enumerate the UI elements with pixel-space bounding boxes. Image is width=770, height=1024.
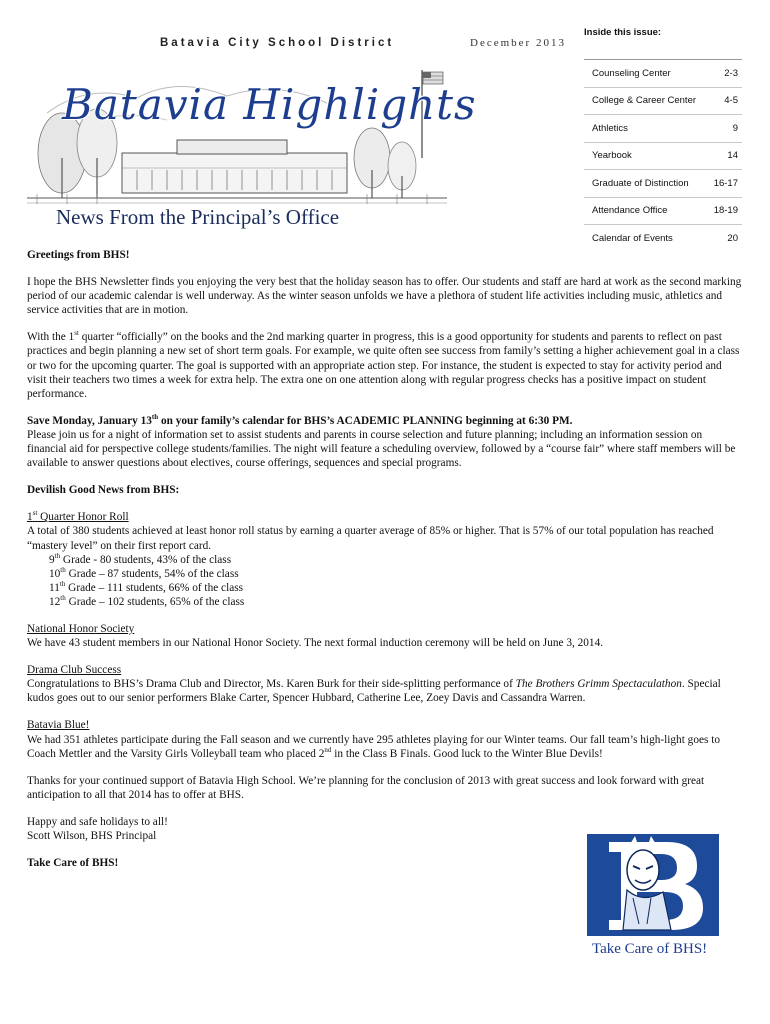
text-run: With the 1 [27,331,75,344]
drama-section [27,663,742,705]
toc-item [584,198,742,226]
logo-caption: Take Care of BHS! [592,941,708,957]
issue-date: December 2013 [470,37,566,49]
text-run: Grade – 87 students, 54% of the class [65,567,239,580]
superscript: nd [324,745,332,754]
superscript: th [60,565,66,574]
blue-devil-logo [587,834,719,936]
grade-item [49,581,742,595]
paragraph-intro: I hope the BHS Newsletter finds you enjoying the very best that the holiday season has to offer. Our students and staff are hard at work as the second marking period of our academic calendar is well underway. As the winter season unfolds we have a plethora of student life activities including music, athletics and service activities that are in motion. [27,276,742,317]
text-run: in the Class B Finals. Good luck to the Winter Blue Devils! [331,747,603,760]
text-run: Grade – 102 students, 65% of the class [65,595,245,608]
superscript: st [74,329,79,338]
text-run: on your family’s calendar for BHS’s ACADEMIC PLANNING beginning at 6:30 PM. [158,414,573,427]
toc-label: Attendance Office [592,205,668,217]
superscript: th [151,413,159,422]
grade-item [49,595,742,609]
text-run: Grade – 111 students, 66% of the class [65,581,244,594]
athletics-section [27,718,742,760]
text-run: . Special kudos goes out to our senior performers Blake Carter, Spencer Hubbard, Catherine Lee, Zoey Davis and Cassandra Warren. [27,678,721,705]
superscript: th [54,551,61,560]
toc-pages: 20 [727,232,738,244]
blue-devil-b-icon [587,834,719,936]
nhs-section [27,622,742,650]
text-run: 9 [49,553,55,566]
toc-label: Calendar of Events [592,232,673,244]
drama-heading: Drama Club Success [27,664,122,677]
grade-list [49,553,742,609]
honor-roll-heading [27,511,129,523]
toc-item [584,88,742,116]
principal-letter [27,248,742,883]
honor-roll-text: A total of 380 students achieved at least honor roll status by earning a quarter average of 85% or higher. That is 57% of our total population has reached “mastery level” on their first report card. [27,525,714,552]
text-run: Grade - 80 students, 43% of the class [60,553,232,566]
toc-label: Athletics [592,122,628,134]
greeting: Greetings from BHS! [27,249,130,261]
toc-pages: 4-5 [724,95,738,107]
text-run: quarter “officially” on the books and the 2nd marking quarter in progress, this is a good opportunity for students and parents to reflect on past practices and begin planning a new set of short term goals. For example, we quite often see success from family’s setting a higher achievement goal in a class or two for the upcoming quarter. The goal is supported with an appropriate action step. For instance, the student is expected to stay for activity period and visit their teachers two times a week for extra help. The extra one on one attention along with regular progress checks has a positive impact on student performance. [27,331,740,400]
masthead-title: Batavia Highlights [62,80,477,129]
honor-roll-section [27,510,742,552]
grade-item [49,567,742,581]
toc-label: Graduate of Distinction [592,177,689,189]
text-run: Happy and safe holidays to all! [27,815,168,828]
paragraph-academic-planning [27,414,742,470]
toc-item [584,170,742,198]
inside-this-issue [584,27,742,252]
toc-item [584,115,742,143]
text-run: Save Monday, January 13 [27,414,152,427]
toc-pages: 14 [727,150,738,162]
text-run: We had 351 athletes participate during the Fall season and we currently have 295 athletes playing for our Winter teams. Our fall team’s high-light goes to Coach Mettler and the Varsity Girls Volleyball team who placed 2 [27,733,720,760]
text-run: 1 [27,511,33,524]
nhs-heading: National Honor Society [27,622,135,635]
toc-pages: 9 [732,122,738,134]
section-title: News From the Principal’s Office [56,205,340,229]
toc-pages: 18-19 [713,205,738,217]
toc-label: Counseling Center [592,67,671,79]
athletics-heading: Batavia Blue! [27,719,90,732]
paragraph-thanks: Thanks for your continued support of Batavia High School. We’re planning for the conclusion of 2013 with great success and look forward with great anticipation to all that 2014 has to offer at BHS. [27,774,705,801]
superscript: st [32,509,38,518]
toc-item [584,143,742,171]
good-news-heading: Devilish Good News from BHS: [27,484,180,497]
toc-pages: 2-3 [724,67,738,79]
text-run: 12 [49,595,61,608]
grade-item [49,553,742,567]
toc-label: College & Career Center [592,95,697,107]
toc-pages: 16-17 [713,177,738,189]
text-run: Congratulations to BHS’s Drama Club and Director, Ms. Karen Burk for their side-splitting performance of [27,678,516,691]
nhs-text: We have 43 student members in our National Honor Society. The next formal induction ceremony will be held on June 3, 2014. [27,637,604,650]
signature: Scott Wilson, BHS Principal [27,830,157,842]
play-title: The Brothers Grimm Spectaculathon [515,678,682,691]
superscript: th [59,580,66,589]
sidebar-heading: Inside this issue: [584,27,742,60]
toc-item [584,60,742,88]
text-run: 11 [49,581,60,594]
superscript: th [60,594,66,603]
save-the-date [27,415,573,427]
paragraph-goals [27,330,742,400]
district-name: Batavia City School District [160,37,395,49]
text-run: 10 [49,567,61,580]
sign-off: Take Care of BHS! [27,857,119,870]
text-run: Quarter Honor Roll [37,511,129,524]
toc-label: Yearbook [592,150,632,162]
text-run: Please join us for a night of information set to assist students and parents in course selection and future planning; including an information session on financial aid for perspective college students/families. The night will feature a scheduling overview, followed by a “course fair” where staff members will be available to answer questions about electives, course offerings, sequences and special programs. [27,428,736,470]
